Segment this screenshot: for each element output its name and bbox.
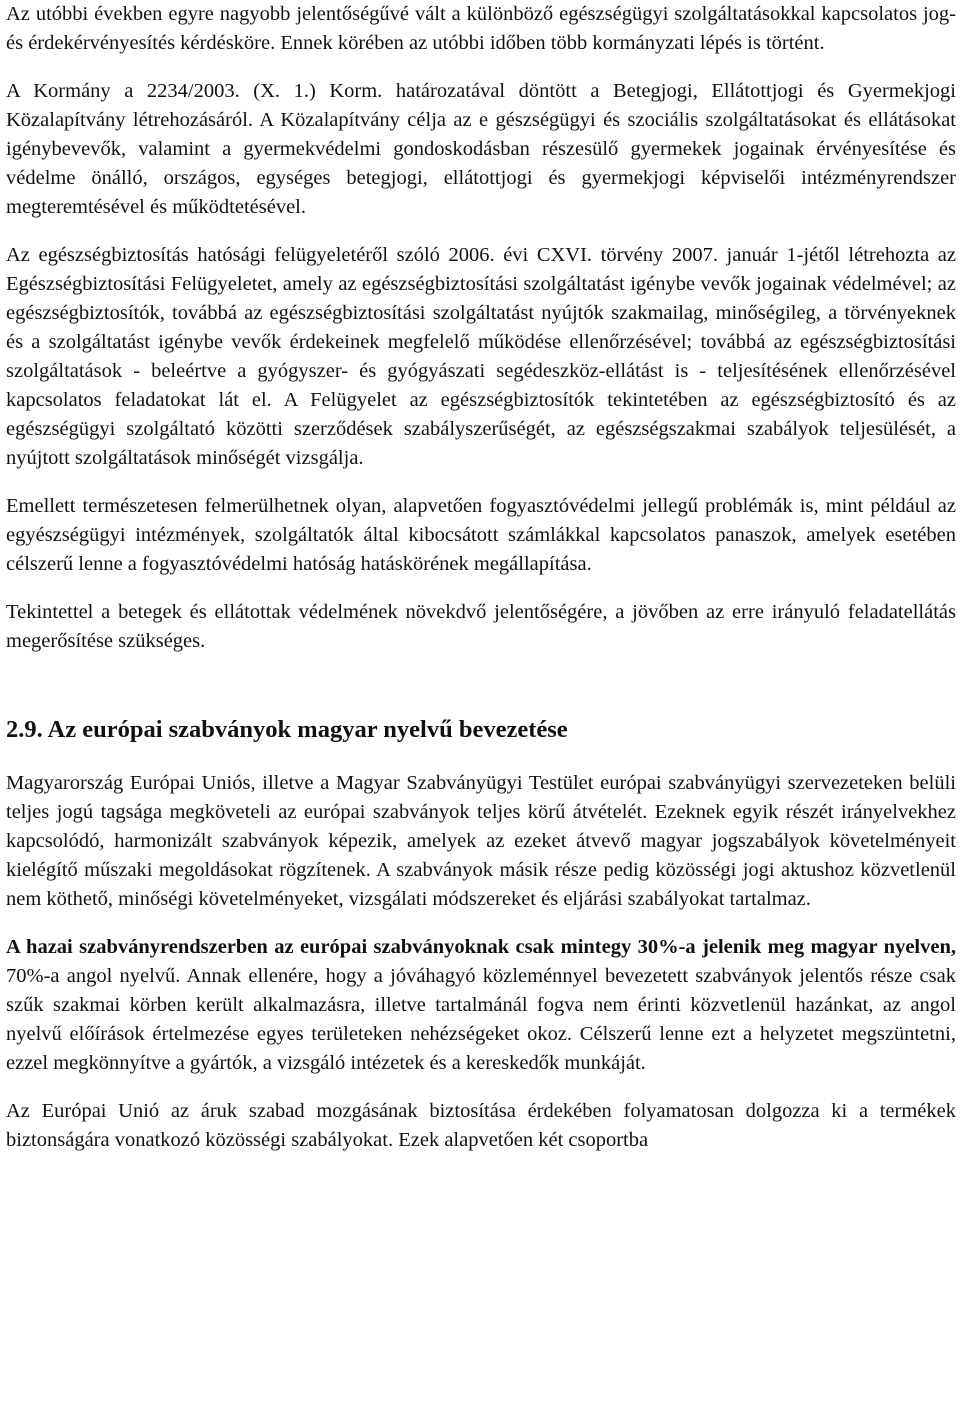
document-page	[6, 0, 956, 1155]
paragraph-consumer-protection: Emellett természetesen felmerülhetnek olyan, alapvetően fogyasztóvédelmi jellegű problémák is, mint például az egyészségügyi intézmények, szolgáltatók által kibocsátott számlákkal kapcsolatos panaszok, amelyek esetében célszerű lenne a fogyasztóvédelmi hatóság hatáskörének megállapítása.	[6, 495, 956, 575]
paragraph-public-foundation: A Kormány a 2234/2003. (X. 1.) Korm. határozatával döntött a Betegjogi, Ellátottjogi és Gyermekjogi Közalapítvány létrehozásáról. A Közalapítvány célja az e gészségügyi és szociális szolgáltatásokat és ellátásokat igénybevevők, valamint a gyermekvédelmi gondoskodásban részesülő gyermekek jogainak érvényesítése és védelme önálló, országos, egységes betegjogi, ellátottjogi és gyermekjogi képviselői intézményrendszer megteremtésével és működtetésével.	[6, 80, 956, 218]
paragraph-health-insurance-supervision: Az egészségbiztosítás hatósági felügyeletéről szóló 2006. évi CXVI. törvény 2007. január 1-jétől létrehozta az Egészségbiztosítási Felügyeletet, amely az egészségbiztosítási szolgáltatást igénybe vevők jogainak védelmével; az egészségbiztosítók, továbbá az egészségbiztosítási szolgáltatást nyújtók szakmailag, minőségileg, a törvényeknek és a szolgáltatást igénybe vevők érdekeinek megfelelő működése ellenőrzésével; továbbá az egészségbiztosítási szolgáltatások - beleértve a gyógyszer- és gyógyászati segédeszköz-ellátást is - teljesítésének ellenőrzésével kapcsolatos feladatokat lát el. A Felügyelet az egészségbiztosítók tekintetében az egészségbiztosító és az egészségügyi szolgáltató közötti szerződések szabályszerűségét, az egészségszakmai szabályok teljesülését, a nyújtott szolgáltatások minőségét vizsgálja.	[6, 244, 956, 469]
paragraph-eu-standards-membership: Magyarország Európai Uniós, illetve a Magyar Szabványügyi Testület európai szabványügyi szervezeteken belüli teljes jogú tagsága megköveteli az európai szabványok teljes körű átvételét. Ezeknek egyik részét irányelvekhez kapcsolódó, harmonizált szabványok képezik, amelyek az ezeket átvevő magyar jogszabályok követelményeit kielégítő műszaki megoldásokat rögzítenek. A szabványok másik része pedig közösségi jogi aktushoz közvetlenül nem köthető, minőségi követelményeket, vizsgálati módszereket és eljárási szabályokat tartalmaz.	[6, 772, 956, 910]
bold-statement: A hazai szabványrendszerben az európai szabványoknak csak mintegy 30%-a jelenik meg magyar nyelven,	[6, 936, 956, 958]
paragraph-standards-language	[6, 933, 956, 1078]
paragraph-strengthening-tasks: Tekintettel a betegek és ellátottak védelmének növekdvő jelentőségére, a jövőben az erre irányuló feladatellátás megerősítése szükséges.	[6, 601, 956, 652]
section-heading: 2.9. Az európai szabványok magyar nyelvű bevezetése	[6, 716, 568, 743]
paragraph-free-movement-goods: Az Európai Unió az áruk szabad mozgásának biztosítása érdekében folyamatosan dolgozza ki a termékek biztonságára vonatkozó közösségi szabályokat. Ezek alapvetően két csoportba	[6, 1100, 956, 1151]
paragraph-standards-language-rest: 70%-a angol nyelvű. Annak ellenére, hogy a jóváhagyó közleménnyel bevezetett szabványok jelentős része csak szűk szakmai körben került alkalmazásra, illetve tartalmánál fogva nem érinti közvetlenül hazánkat, az angol nyelvű előírások értelmezése egyes területeken nehézségeket okoz. Célszerű lenne ezt a helyzetet megszüntetni, ezzel megkönnyítve a gyártók, a vizsgáló intézetek és a kereskedők munkáját.	[6, 965, 956, 1074]
paragraph-healthcare-rights-intro: Az utóbbi években egyre nagyobb jelentőségűvé vált a különböző egészségügyi szolgáltatásokkal kapcsolatos jog- és érdekérvényesítés kérdésköre. Ennek körében az utóbbi időben több kormányzati lépés is történt.	[6, 3, 956, 54]
